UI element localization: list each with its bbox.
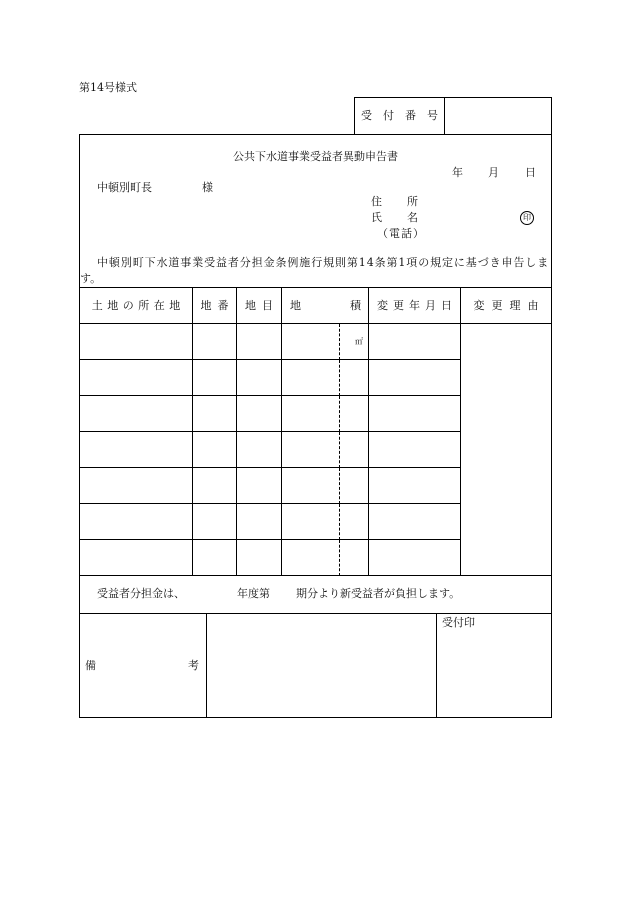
land-category-cell [237,360,282,396]
header-location: 土地の所在地 [80,288,193,324]
header-change-date: 変更年月日 [369,288,461,324]
declaration-line-2: す。 [80,272,102,285]
address-label: 住 所 [371,195,419,208]
location-cell [80,468,193,504]
declaration-line-1: 中頓別町下水道事業受益者分担金条例施行規則第14条第1項の規定に基づき申告しま [97,256,550,269]
receipt-stamp-label: 受付印 [442,616,475,629]
land-category-cell [237,396,282,432]
burden-prefix: 受益者分担金は、 [97,587,185,600]
area-unit-cell [340,504,369,540]
header-area-last-char: 積 [350,298,361,312]
form-number: 第14号様式 [79,81,137,94]
lot-number-cell [193,396,237,432]
lot-number-cell [193,468,237,504]
addressee-honorific: 様 [202,181,213,194]
lot-number-cell [193,432,237,468]
header-area [282,288,369,324]
burden-suffix: 期分より新受益者が負担します。 [296,587,461,600]
change-date-cell [369,504,461,540]
area-cell [282,432,340,468]
change-date-cell [369,540,461,576]
seal-mark: 印 [520,211,534,225]
area-unit-cell [340,432,369,468]
land-category-cell [237,432,282,468]
land-category-cell [237,324,282,360]
header-lot-number: 地番 [193,288,237,324]
name-label: 氏 名 [371,211,419,224]
location-cell [80,360,193,396]
remarks-section [80,613,551,717]
area-cell [282,324,340,360]
receipt-number-label: 受 付 番 号 [355,98,445,134]
header-change-reason: 変更理由 [461,288,551,324]
change-date-cell [369,432,461,468]
land-table [80,287,551,576]
location-cell [80,396,193,432]
area-cell [282,468,340,504]
area-unit-cell [340,468,369,504]
location-cell [80,324,193,360]
form-title: 公共下水道事業受益者異動申告書 [233,150,398,163]
change-date-cell [369,468,461,504]
burden-fiscal-year-suffix: 年度第 [237,587,270,600]
area-unit-cell [340,324,369,360]
area-cell [282,504,340,540]
change-date-cell [369,324,461,360]
receipt-stamp-area [437,614,551,717]
area-unit-cell [340,360,369,396]
lot-number-cell [193,504,237,540]
area-cell [282,540,340,576]
header-area-first-char: 地 [290,298,301,312]
change-reason-cell [461,324,551,576]
lot-number-cell [193,540,237,576]
date-month-label: 月 [488,166,499,179]
date-year-label: 年 [452,166,463,179]
area-unit-cell [340,540,369,576]
remarks-label-last-char: 考 [188,658,199,672]
area-cell [282,360,340,396]
land-category-cell [237,540,282,576]
phone-label: （電話） [377,227,425,240]
change-date-cell [369,360,461,396]
remarks-label-first-char: 備 [85,658,96,672]
remarks-field [207,614,437,717]
addressee-name: 中頓別町長 [97,181,152,194]
lot-number-cell [193,360,237,396]
area-unit-label: ㎡ [355,336,363,346]
land-category-cell [237,504,282,540]
remarks-label [80,614,207,717]
area-cell [282,396,340,432]
land-category-cell [237,468,282,504]
header-land-category: 地目 [237,288,282,324]
area-unit-cell [340,396,369,432]
receipt-number-box [354,97,552,134]
lot-number-cell [193,324,237,360]
location-cell [80,432,193,468]
location-cell [80,504,193,540]
location-cell [80,540,193,576]
change-date-cell [369,396,461,432]
date-day-label: 日 [525,166,536,179]
receipt-number-field [445,98,551,134]
